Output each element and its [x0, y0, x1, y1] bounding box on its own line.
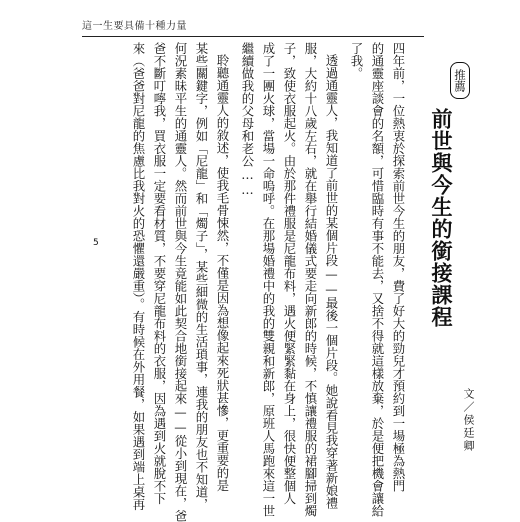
body-column: 了我。 — [349, 42, 364, 80]
section-tag: 推薦 — [450, 62, 470, 99]
page-content — [84, 42, 475, 522]
body-column: 某些關鍵字，例如「尼龍」和「燭子」，某些細微的生活瑣事，連我的朋友也不知道， — [194, 42, 209, 511]
running-head: 這一生要具備十種力量 — [82, 21, 187, 32]
body-column: 四年前，一位熱衷於探索前世今生的朋友，費了好大的勁兒才預約到一場極為熱門 — [391, 42, 406, 492]
body-column: 成了一團火球，當場一命嗚呼。在那場婚禮中的我的雙親和新郎，原班人馬跑來這一世 — [261, 42, 276, 517]
body-column: 透過通靈人，我知道了前世的某個片段——最後一個片段。她說看見我穿著新娘禮 — [324, 54, 339, 510]
body-column: 服，大約十八歲左右，就在舉行結婚儀式要走向新郎的時候，不慎讓禮服的裙腳掃到燭 — [303, 42, 318, 517]
body-column: 的通靈座談會的名額，可惜臨時有事不能去，又捨不得就這樣放棄，於是便把機會讓給 — [370, 42, 385, 517]
body-column: 來（爸爸對尼龍的焦慮比我對火的恐懼還嚴重）。有時候在外用餐，如果遇到端上桌再 — [131, 42, 146, 511]
body-column: 聆聽通靈人的敘述，使我毛骨悚然，不僅是因為想像起來死狀甚慘，更重要的是 — [215, 54, 230, 492]
page-number: 5 — [93, 238, 99, 248]
body-column: 子，致使衣服起火。由於那件禮服是尼龍布料，遇火便緊緊黏在身上，很快便整個人 — [282, 42, 297, 505]
body-column: 爸不斷叮嚀我，買衣服一定要看材質，不要穿尼龍布料的衣服，因為遇到火就脫不下 — [152, 42, 167, 505]
body-column: 何況素昧平生的通靈人。然而前世與今生竟能如此契合地銜接起來——從小到現在，爸 — [173, 42, 188, 522]
header-rule — [82, 36, 424, 37]
body-column: 繼續做我的父母和老公…… — [240, 42, 255, 198]
article-title: 前世與今生的銜接課程 — [429, 108, 454, 328]
author-byline: 文／侯廷卿 — [462, 388, 475, 453]
